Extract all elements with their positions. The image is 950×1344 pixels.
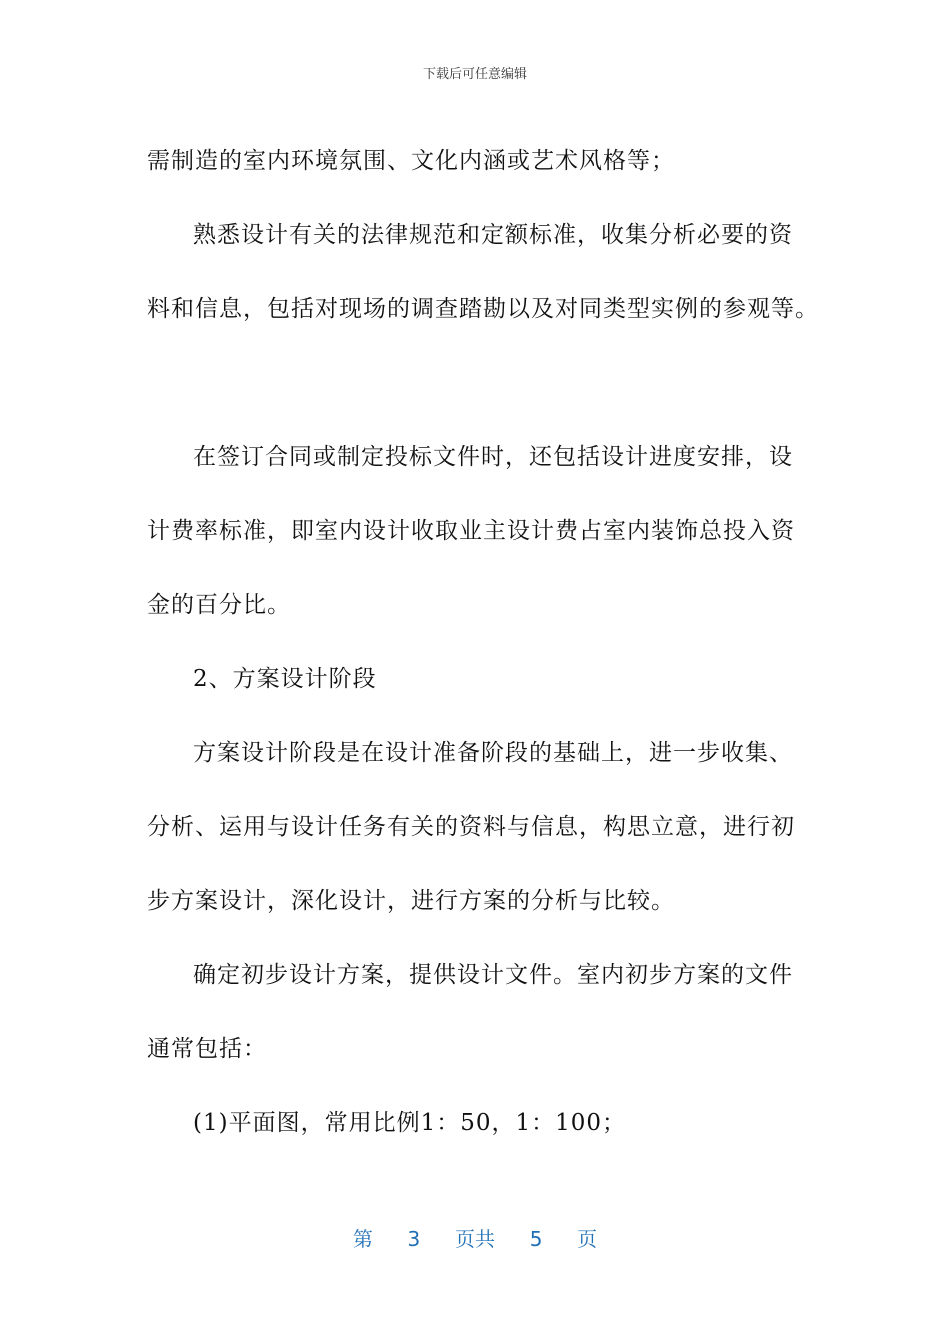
paragraph-line: 在签订合同或制定投标文件时，还包括设计进度安排，设 — [193, 444, 793, 470]
paragraph-line: 料和信息，包括对现场的调查踏勘以及对同类型实例的参观等。 — [147, 296, 819, 322]
paragraph-line: 需制造的室内环境氛围、文化内涵或艺术风格等； — [147, 148, 675, 174]
document-body — [147, 124, 819, 1160]
paragraph-gap — [147, 346, 807, 420]
paragraph-line: 计费率标准，即室内设计收取业主设计费占室内装饰总投入资 — [147, 518, 795, 544]
footer-total-pages: 5 — [529, 1227, 543, 1251]
list-item: (1)平面图，常用比例1：50，1：100； — [193, 1110, 627, 1136]
footer-label-ye-gong: 页共 — [455, 1227, 495, 1251]
footer-current-page: 3 — [407, 1227, 421, 1251]
page-footer — [0, 1226, 950, 1252]
paragraph-line: 熟悉设计有关的法律规范和定额标准，收集分析必要的资 — [193, 222, 793, 248]
footer-label-di: 第 — [352, 1227, 373, 1251]
page-header-note: 下载后可任意编辑 — [422, 67, 527, 82]
section-heading: 2、方案设计阶段 — [193, 666, 377, 692]
paragraph-line: 步方案设计，深化设计，进行方案的分析与比较。 — [147, 888, 675, 914]
paragraph-line: 分析、运用与设计任务有关的资料与信息，构思立意，进行初 — [147, 814, 795, 840]
paragraph-line: 金的百分比。 — [147, 592, 291, 618]
paragraph-line: 方案设计阶段是在设计准备阶段的基础上，进一步收集、 — [193, 740, 793, 766]
paragraph-line: 确定初步设计方案，提供设计文件。室内初步方案的文件 — [193, 962, 793, 988]
footer-label-ye: 页 — [577, 1227, 598, 1251]
paragraph-line: 通常包括： — [147, 1036, 267, 1062]
